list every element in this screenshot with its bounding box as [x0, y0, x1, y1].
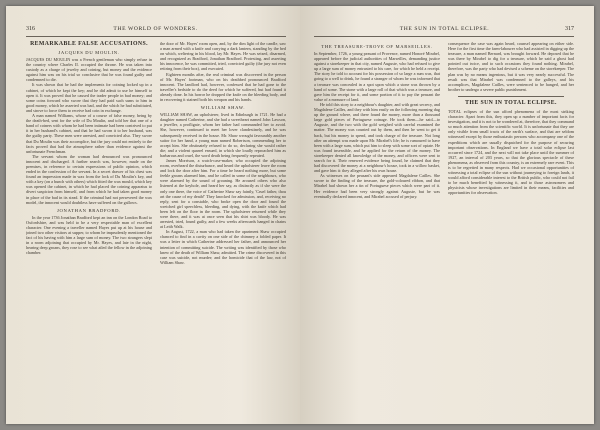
paragraph: In August, 1722, a man who had taken the apartment Shaw occupied chanced to find in a cavity on one side of the chimney a folded paper. It was a letter in which Catherine addressed her father, and announced her intention of committing suicide. The writing was identified by those who knew of the death of William Shaw, admitted. The crime discovered in this case was suicide, not murder; and the homicide that of the law, not of William Shaw.	[160, 229, 286, 265]
subheading-du-moulin: JACQUES DU MOULIN.	[58, 50, 120, 55]
right-page-number: 317	[565, 26, 574, 32]
paragraph: In September, 1726, a young peasant of Provence, named Honoré Mirabel, appeared before the judicial authorities of Marseilles, demanding justice against a storekeeper in that city, named Auguste, who had refused to give up a large sum of money entrusted to his care, for which he held a receipt. The story he told to account for his possession of so large a sum was, that going to a well to drink, he found a stranger of whom he was informed that a treasure was concealed in a spot upon which a stone was thrown by a hand of some. The stone with a large roll of that which was a treasure, and gave him the receipt for it, and some portion of it to pay the peasant the value of a measure of land.	[314, 51, 440, 102]
section-divider	[458, 96, 564, 97]
paragraph: As witnesses on the peasant's side appeared Magdalene Cailles. She swore to the finding of the treasure, the gold-coloured ribbon, and that Mirabel had shown her a tin of Portuguese pieces which were part of it. Her evidence had been very strongly against Auguste, but he was eventually declared innocent, and Mirabel accused of perjury.	[314, 173, 440, 199]
paragraph: Eighteen months after, the real criminal was discovered in the person of Mr. Hayes' footman, who on his deathbed pronounced Bradford innocent. The landlord had, however, confessed that he had gone to the traveller's bedside to do the deed for which he suffered, but had found it already done. In his horror he dropped the knife on the bleeding body, and in recovering it stained both his weapon and his hands.	[160, 71, 286, 103]
paragraph: The servant whom the woman had denounced was pronounced innocent and discharged. A further search was, however, made on the premises, in reference to certain expressions of public opinion, which ended in the confession of the servant. In a secret drawer of his chest was found an impression made in wax from the lock of Du Moulin's key, and with a key (on a bunch with others) which fitted the wax mould, which key was opened the cabinet, in which he had placed the coining apparatus to divert suspicion from himself, and from which he had taken good money in place of the bad in its stead. If the criminal had not persevered the wax model, the innocent would doubtless have suffered on the gallows.	[26, 153, 152, 205]
subheading-william-shaw: WILLIAM SHAW.	[200, 105, 246, 111]
left-running-head	[26, 26, 286, 37]
left-page-number: 316	[26, 26, 35, 32]
paragraph: He told this story to a neighbour's daughter, and with great secrecy, and Magdalene Cailles, and they with him easily on the following morning dug up the ground where, and there found the money, more than a thousand large gold pieces of Portuguese coinage. He took them—he said—to Auguste, and the two with the gold weighed with careful examined the matter. The money was counted out by them, and then he went to get it back, but his money to spend, and took charge of the treasure. Not long after an attempt was made upon Mr. Mirabel's life; he is rumoured to have been with a large sum, which put him to sleep with some sort of opiate. He was found insensible, and he applied for the return of the money. The storekeeper denied all knowledge of the money, and officers were sent to search for it. Their renewed evidence being found, he claimed that they had discovered the money at a neighbour's house, took in a willow basket, and gave him it: they alleged after his own house.	[314, 101, 440, 174]
paragraph: James Morrison, a watch-case-maker, who occupied the adjoining room, overheard the disturbance, and heard the upholsterer leave the room and lock the door after him. For a time he heard nothing more, but some feeble groans alarmed him, and he called in some of the neighbours, who were alarmed by the sound of groaning. He aroused others who also listened at the keyhole, and heard her say, as distinctly as if she were the only one there, the voice of Catherine Shaw say faintly, 'Cruel father, thou art the cause of my death!' They knocked for admission, and, receiving no reply, sent for a constable, who broke open the door and found the wretched girl speechless, bleeding, and dying, with the knife which had been left on the floor in the room. The upholsterer returned while they were there, and it was at once seen that his shirt was bloody. He was arrested, tried, found guilty, and a few weeks afterwards hanged in chains at Leith Walk.	[160, 157, 286, 230]
left-column-1	[26, 41, 152, 265]
paragraph: A man named Williams, whose of a course of false money, being by the death-bed, sent for the wife of Du Moulin, and told her that one of a band of coiners with whom he had been intimate had been contrived to put it in her husband's cabinet, and that he had sworn it to her husband, was the guilty party. These men were arrested, and convicted also. They swore that Du Moulin was their accomplice, but the jury could not entirely to the facts proved that had the atmosphere rather than evidence against the unfortunate Frenchman.	[26, 113, 152, 154]
section-title-false-accusations: REMARKABLE FALSE ACCUSATIONS.	[30, 41, 148, 47]
right-page	[300, 6, 594, 424]
subheading-jonathan-bradford: JONATHAN BRADFORD.	[57, 207, 121, 213]
right-running-title: THE SUN IN TOTAL ECLIPSE.	[399, 26, 490, 32]
section-title-total-eclipse: THE SUN IN TOTAL ECLIPSE.	[465, 99, 557, 106]
paragraph: the door of Mr. Hayes' room open, and, by the dim light of the candle, saw a man armed with a knife and carrying a dark lantern, standing by the bed on which, weltering in his blood, lay Mr. Hayes. He was seized, disarmed, and recognized as Bradford, Jonathan Bradford. Protesting, and asserting his innocence, he was committed, tried, convicted guilty (the jury not even retiring from their box), and executed.	[160, 41, 286, 72]
subheading-treasure-trove: THE TREASURE-TROVE OF MARSEILLES.	[321, 44, 433, 49]
left-columns	[26, 41, 286, 265]
left-page	[6, 6, 300, 424]
paragraph: WILLIAM SHAW, an upholsterer, lived in Edinburgh in 1721. He had a daughter named Catherine, and she had a sweetheart named John Lawson, a jeweller, a profligate, whom her father had commanded her to avoid. She, however, continued to meet her lover clandestinely, and he was subsequently received in the house. Mr. Shaw wrought favourably another suitor for her hand, a young man named Robertson, commending her to accept him. She obstinately refused to do so, declaring she would rather die; and a violent quarrel ensued, in which she loudly reproached him as barbarous and cruel, the word death being frequently repeated.	[160, 112, 286, 158]
paragraph: consequence the case was again heard, counsel appearing on either side. Here for the first time the farm-labourer who had assisted in digging up the treasure, a man named Bernard, was brought forward. He deposed that he was there by Mirabel to dig for a treasure, which he said a ghost had pointed out twice, and to such occasions they found nothing. Mirabel, therefore, was the party who had devised a scheme on the storekeeper. The plan was by no means ingenious, but it was very nearly successful. The result was that Mirabel was condemned to the galleys, and his accomplices, Magdalene Cailles, were sentenced to be hanged, and her brother to undergo a severe public punishment.	[448, 41, 574, 92]
paragraph: It was shown that he had the implements for coining locked up in a cabinet, of which he kept the key; and he did admit to use he himself to open it. It was proved that he caused the trader people in bad money; and some coins forward who swore that they had paid such sums to him in good money, which he asserted was bad, and the which he had substituted, and strove to force them to receive bad coin in exchange.	[26, 82, 152, 113]
right-columns	[314, 41, 574, 199]
book-spread	[6, 6, 594, 424]
paragraph: In the year 1736 Jonathan Bradford kept an inn on the London Road to Oxfordshire, and was held to be a very respectable man of excellent character. One evening a traveller named Hayes put up at his house and joined two other visitors at supper, to whom he imprudently mentioned the fact of his having with him a large sum of money. The two strangers slept in a room adjoining that occupied by Mr. Hayes, and late in the night, hearing deep groans, they rose to see what ailed the fellow in the adjoining chamber.	[26, 214, 152, 256]
left-column-2	[160, 41, 286, 265]
left-running-title: THE WORLD OF WONDERS.	[113, 26, 198, 32]
right-column-1	[314, 41, 440, 199]
paragraph: TOTAL eclipses of the sun afford phenomena of the most striking character. Apart from this, they open up a number of important facts for investigation, and it is not to be wondered at, therefore, that they command so much attention from the scientific world. It is unfortunate that they are only visible from small tracts of the earth's surface, and that are seldom witnessed except by those enthusiastic persons who accompany one of the expeditions which are usually dispatched for the purpose of securing important observations. In England we have a total solar eclipse last occurred since 1724, and the next will not take place until the summer of 1927, an interval of 203 years, so that the glorious spectacle of these phenomena, as observed from this country, is an extremely rare event. This is to be regretted in many respects. Had we occasional opportunities of witnessing a total eclipse of the sun without journeying to foreign lands, it would afford considerable interest to the British public, who could not fail to be much benefited by witnessing it, and to those astronomers and physicists whose investigations are limited in their means, facilities and opportunities for observation.	[448, 108, 574, 196]
right-column-2	[448, 41, 574, 199]
right-running-head	[314, 26, 574, 37]
paragraph: JACQUES DU MOULIN was a French gentleman who simply refuse in the country where Charles II. occupied the throne. He was taken into custody as a charge of jewelry and coining, but money and the evidence against him was on his trial so conclusive that he was found guilty and condemned to die.	[26, 57, 152, 83]
